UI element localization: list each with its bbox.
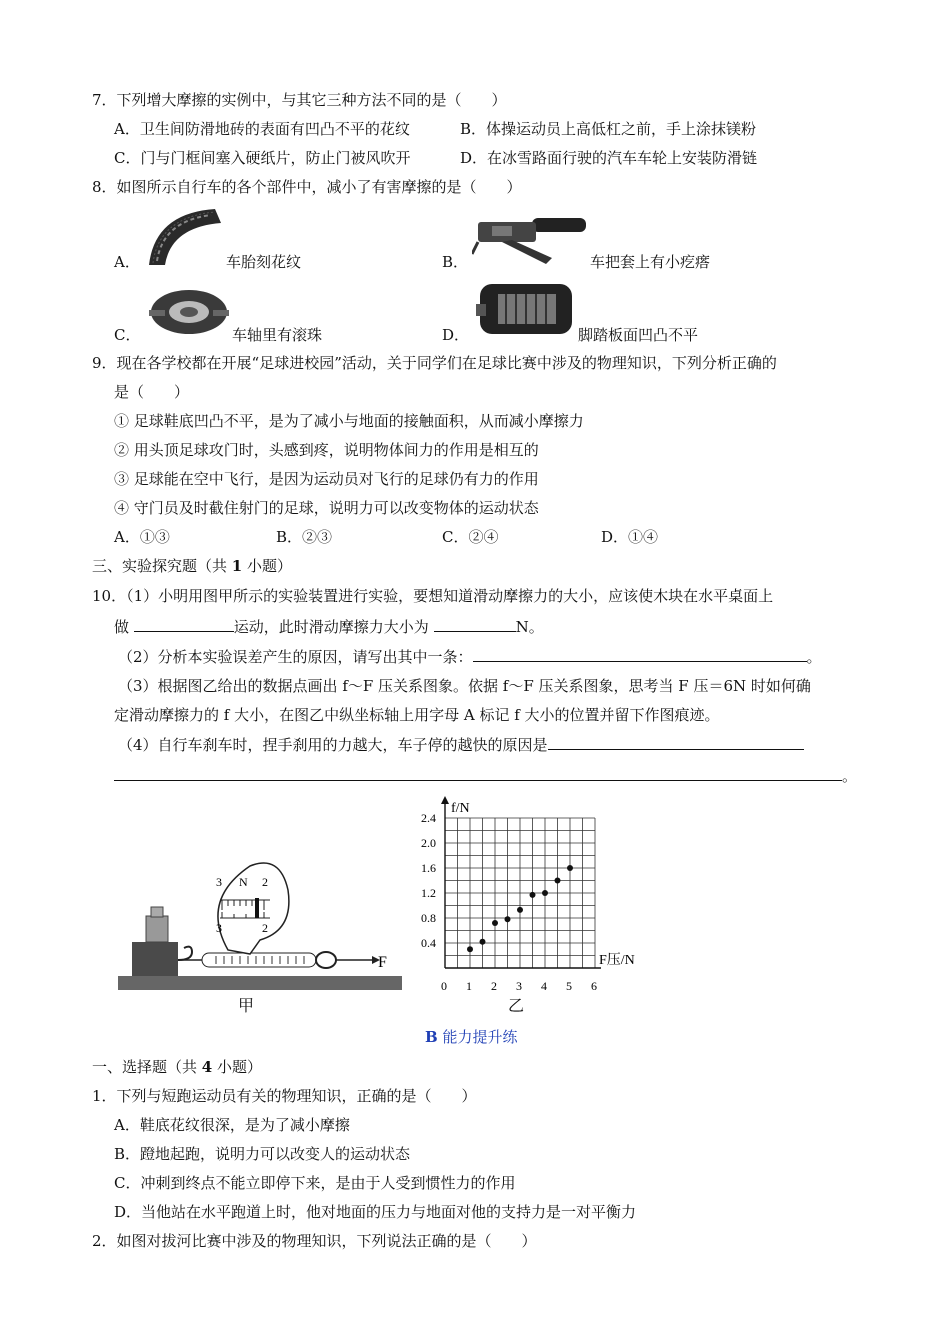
x-axis-label: F压/N	[599, 953, 635, 968]
data-point	[555, 878, 561, 884]
q10-blank-reason[interactable]	[548, 734, 804, 750]
q8-option-a-letter[interactable]: A．	[114, 253, 140, 271]
p1-stem: 1．下列与短跑运动员有关的物理知识，正确的是（ ）	[92, 1087, 477, 1105]
q10-blank-error[interactable]	[473, 646, 807, 662]
data-point	[492, 920, 498, 926]
q8-option-d-text: 脚踏板面凹凸不平	[578, 326, 699, 344]
data-point	[530, 892, 536, 898]
q8-option-c-text: 车轴里有滚珠	[232, 326, 323, 344]
wooden-block	[132, 942, 178, 976]
x-tick-label: 4	[541, 979, 547, 993]
q9-statement-1: ① 足球鞋底凹凸不平，是为了减小与地面的接触面积，从而减小摩擦力	[114, 412, 584, 430]
x-tick-label: 3	[516, 979, 522, 993]
q9-option-c[interactable]: C．②④	[442, 528, 499, 546]
x-tick-label: 6	[591, 979, 597, 993]
magnifier-bubble	[218, 863, 289, 954]
q10-blank-force[interactable]	[434, 616, 516, 632]
q9-statement-3: ③ 足球能在空中飞行，是因为运动员对飞行的足球仍有力的作用	[114, 470, 539, 488]
weight	[146, 916, 168, 942]
q10-line2: 做 运动，此时滑动摩擦力大小为 N。	[114, 618, 544, 636]
q10-line6: （4）自行车刹车时，捏手刹用的力越大，车子停的越快的原因是	[118, 734, 804, 755]
y-tick-label: 1.2	[421, 886, 436, 900]
q10-line4: （3）根据图乙给出的数据点画出 f～F 压关系图象。依据 f～F 压关系图象，思考当 F 压＝6N 时如何确	[118, 677, 811, 695]
q10-line1: 10．（1）小明用图甲所示的实验装置进行实验，要想知道滑动摩擦力的大小，应该使木块在水平桌面上	[92, 587, 774, 605]
svg-text:2: 2	[262, 921, 268, 935]
q7-stem: 7．下列增大摩擦的实例中，与其它三种方法不同的是（ ）	[92, 91, 507, 109]
data-point	[517, 907, 523, 913]
q8-option-b-text: 车把套上有小疙瘩	[590, 253, 711, 271]
figure-yi-caption: 乙	[508, 996, 525, 1015]
q10-line5: 定滑动摩擦力的 f 大小，在图乙中纵坐标轴上用字母 A 标记 f 大小的位置并留下作图痕迹。	[114, 706, 720, 724]
axle-bearing-image	[145, 284, 231, 340]
section-subtitle: B 能力提升练	[425, 1028, 518, 1046]
y-tick-label: 0.4	[421, 936, 436, 950]
pedal-image	[476, 278, 576, 340]
p1-option-b[interactable]: B．蹬地起跑，说明力可以改变人的运动状态	[114, 1145, 411, 1163]
y-tick-label: 2.4	[421, 811, 436, 825]
q10-blank-motion[interactable]	[134, 616, 234, 632]
q9-option-d[interactable]: D．①④	[601, 528, 659, 546]
spring-scale	[202, 953, 316, 967]
section3-heading: 三、实验探究题（共 1 小题）	[92, 557, 292, 575]
x-tick-label: 2	[491, 979, 497, 993]
x-tick-label: 1	[466, 979, 472, 993]
q8-stem: 8．如图所示自行车的各个部件中，减小了有害摩擦的是（ ）	[92, 178, 522, 196]
q7-option-b[interactable]: B．体操运动员上高低杠之前，手上涂抹镁粉	[460, 120, 757, 138]
q10-blank-reason-cont[interactable]	[114, 765, 842, 781]
q10-line7: 。	[114, 765, 857, 786]
q8-option-c-letter[interactable]: C．	[114, 326, 141, 344]
hook	[178, 947, 192, 960]
q9-option-b[interactable]: B．②③	[276, 528, 333, 546]
y-axis-label: f/N	[451, 801, 470, 816]
figure-jia-caption: 甲	[238, 996, 255, 1015]
y-tick-label: 1.6	[421, 861, 436, 875]
p2-stem: 2．如图对拔河比赛中涉及的物理知识，下列说法正确的是（ ）	[92, 1232, 537, 1250]
data-point	[505, 916, 511, 922]
handlebar-grip-image	[472, 212, 590, 268]
x-tick-label: 0	[441, 979, 447, 993]
y-axis-arrow	[441, 796, 449, 804]
q9-statement-2: ② 用头顶足球攻门时，头感到疼，说明物体间力的作用是相互的	[114, 441, 539, 459]
data-point	[567, 865, 573, 871]
table-surface	[118, 976, 402, 990]
q7-option-d[interactable]: D．在冰雪路面行驶的汽车车轮上安装防滑链	[460, 149, 758, 167]
svg-text:2: 2	[262, 875, 268, 889]
q8-option-d-letter[interactable]: D．	[442, 326, 470, 344]
x-tick-label: 5	[566, 979, 572, 993]
figure-yi-chart	[415, 790, 655, 996]
q9-statement-4: ④ 守门员及时截住射门的足球，说明力可以改变物体的运动状态	[114, 499, 539, 517]
q9-stem-line2: 是（ ）	[114, 383, 190, 401]
q9-option-a[interactable]: A．①③	[114, 528, 170, 546]
section1-heading: 一、选择题（共 4 小题）	[92, 1058, 262, 1076]
q7-option-a[interactable]: A．卫生间防滑地砖的表面有凹凸不平的花纹	[114, 120, 410, 138]
q10-line3: （2）分析本实验误差产生的原因，请写出其中一条： 。	[118, 648, 822, 666]
p1-option-d[interactable]: D．当他站在水平跑道上时，他对地面的压力与地面对他的支持力是一对平衡力	[114, 1203, 637, 1221]
y-tick-label: 0.8	[421, 911, 436, 925]
svg-text:3: 3	[216, 921, 222, 935]
svg-text:3: 3	[216, 875, 222, 889]
figure-jia-apparatus	[110, 860, 410, 1020]
data-point	[480, 939, 486, 945]
q8-option-a-text: 车胎刻花纹	[226, 253, 302, 271]
q9-stem-line1: 9．现在各学校都在开展“足球进校园”活动，关于同学们在足球比赛中涉及的物理知识，下列分析正确的	[92, 354, 777, 372]
force-label: F	[378, 954, 387, 971]
tire-tread-image	[145, 205, 223, 267]
data-point	[467, 946, 473, 952]
y-tick-label: 2.0	[421, 836, 436, 850]
scale-pointer	[255, 898, 259, 918]
p1-option-c[interactable]: C．冲刺到终点不能立即停下来，是由于人受到惯性力的作用	[114, 1174, 516, 1192]
p1-option-a[interactable]: A．鞋底花纹很深，是为了减小摩擦	[114, 1116, 350, 1134]
svg-text:N: N	[239, 875, 248, 889]
q7-option-c[interactable]: C．门与门框间塞入硬纸片，防止门被风吹开	[114, 149, 411, 167]
q8-option-b-letter[interactable]: B．	[442, 253, 469, 271]
data-point	[542, 890, 548, 896]
